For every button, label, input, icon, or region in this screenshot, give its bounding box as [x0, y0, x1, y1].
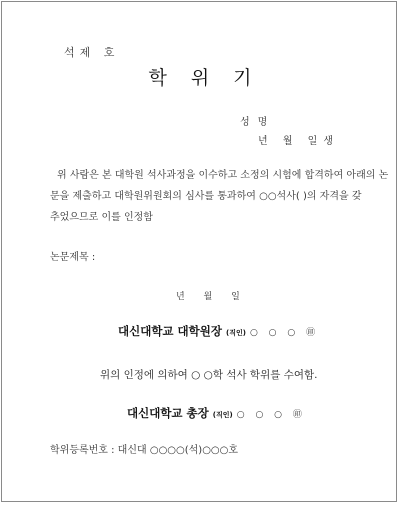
seal-label: (직인): [226, 329, 246, 337]
birth-date-label: 년 월 일생: [258, 136, 339, 147]
signer-name: 대신대학교 총장: [127, 406, 209, 420]
body-text-line-1: 위 사람은 본 대학원 석사과정을 이수하고 소정의 시험에 합격하여 아래의 논: [57, 170, 389, 181]
seal-marks: ○ ○ ○ ㊞: [236, 410, 306, 420]
registration-number: 학위등록번호 : 대신대 ○○○○(석)○○○호: [50, 445, 239, 456]
body-text-line-3: 추었으므로 이를 인정함: [50, 212, 153, 223]
seal-label: (직인): [212, 411, 233, 419]
name-label: 성명: [240, 117, 276, 128]
serial-number: 석제 호: [64, 46, 120, 59]
conferral-statement: 위의 인정에 의하여 ○ ○학 석사 학위를 수여함.: [100, 369, 318, 381]
body-text-line-2: 문을 제출하고 대학원위원회의 심사를 통과하여 ○○석사( )의 자격을 갖: [50, 191, 362, 202]
signature-graduate-dean: [118, 323, 319, 339]
seal-marks: ○ ○ ○ ㊞: [249, 328, 320, 338]
signer-name: 대신대학교 대학원장: [118, 324, 222, 338]
signature-president: [127, 405, 306, 421]
thesis-title-label: 논문제목 :: [50, 252, 96, 263]
issue-date: 년 월 일: [176, 292, 248, 302]
page-title: 학위기: [148, 67, 276, 89]
